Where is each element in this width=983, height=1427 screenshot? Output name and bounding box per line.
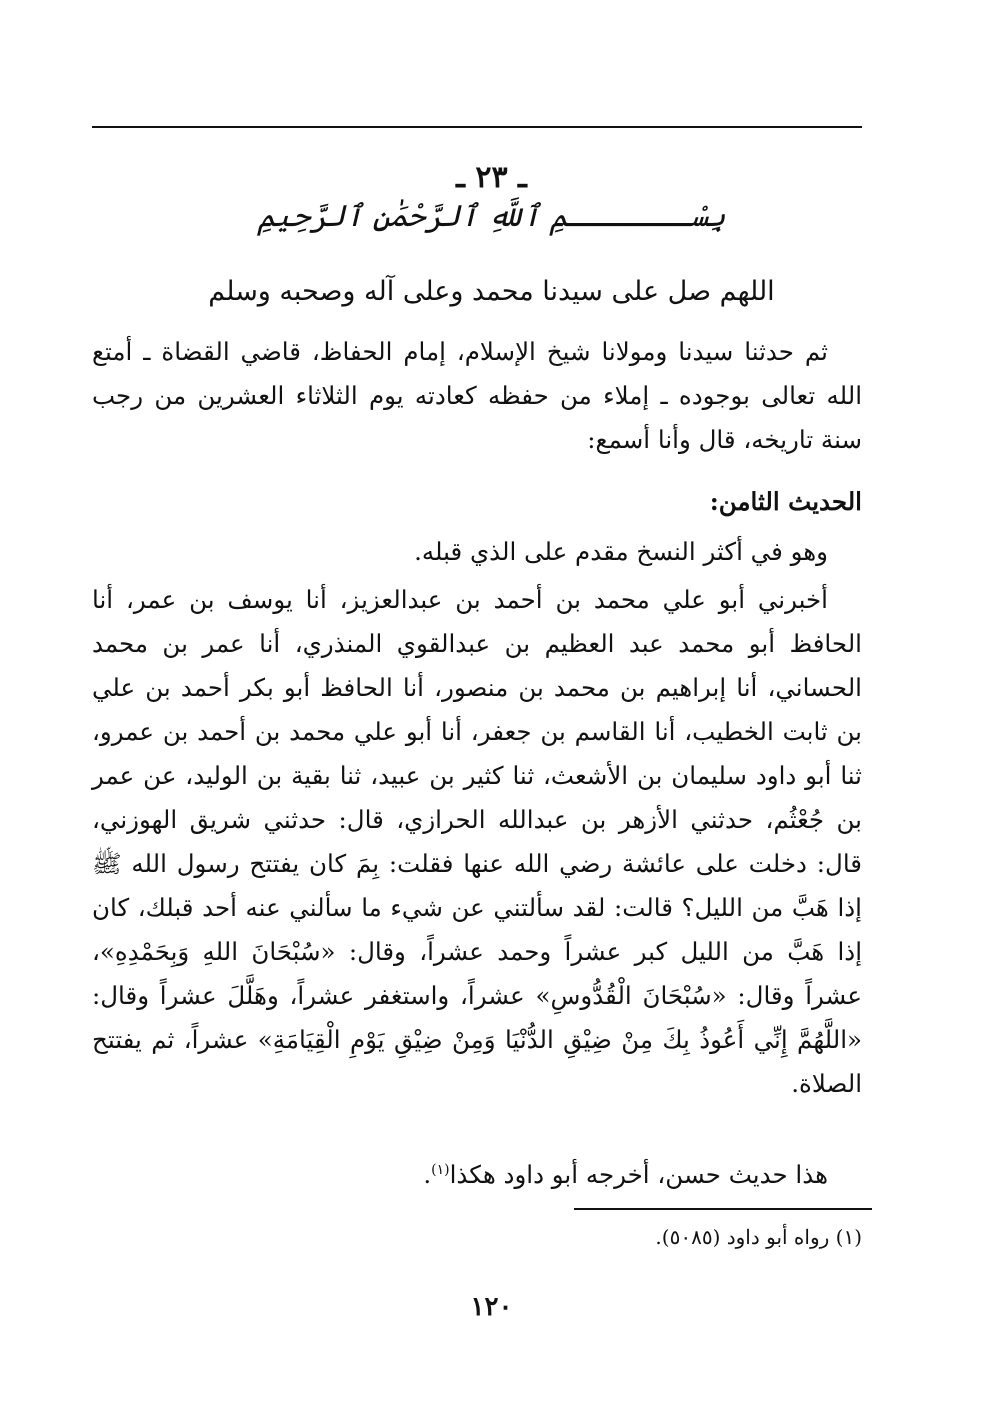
footnote: (١) رواه أبو داود (٥٠٨٥). — [655, 1225, 862, 1249]
order-note-paragraph: وهو في أكثر النسخ مقدم على الذي قبله. — [414, 537, 828, 566]
basmala: بِسْـــــــمِ ٱللَّهِ ٱلرَّحْمَٰنِ ٱلرَّحِيمِ — [257, 199, 726, 234]
grade-paragraph — [92, 1148, 862, 1197]
salawat-line: اللهم صل على سيدنا محمد وعلى آله وصحبه وسلم — [208, 276, 775, 307]
footnote-rule — [574, 1208, 872, 1210]
grade-end: . — [423, 1160, 432, 1190]
intro-paragraph: ثم حدثنا سيدنا ومولانا شيخ الإسلام، إمام الحفاظ، قاضي القضاة ـ أمتع الله تعالى بوجوده ـ إملاء من حفظه كعادته يوم الثلاثاء العشرين من رجب سنة تاريخه، قال وأنا أسمع: — [92, 337, 862, 454]
section-number: ـ ٢٣ ـ — [456, 160, 527, 195]
top-rule — [92, 126, 862, 128]
isnad-paragraph: أخبرني أبو علي محمد بن أحمد بن عبدالعزيز، أنا يوسف بن عمر، أنا الحافظ أبو محمد عبد العظيم بن عبدالقوي المنذري، أنا عمر بن محمد الحساني، أنا إبراهيم بن محمد بن منصور، أنا الحافظ أبو بكر أحمد بن علي بن ثابت الخطيب، أنا القاسم بن جعفر، أنا أبو علي محمد بن أحمد بن عمرو، ثنا أبو داود سليمان بن الأشعث، ثنا كثير بن عبيد، ثنا بقية بن الوليد، عن عمر بن جُعْثُم، حدثني الأزهر بن عبدالله الحرازي، قال: حدثني شريق الهوزني، قال: دخلت على عائشة رضي الله عنها فقلت: بِمَ كان يفتتح رسول الله ﷺ إذا هَبَّ من الليل؟ قالت: لقد سألتني عن شيء ما سألني عنه أحد قبلك، كان إذا هَبَّ من الليل كبر عشراً وحمد عشراً، وقال: «سُبْحَانَ اللهِ وَبِحَمْدِهِ»، عشراً وقال: «سُبْحَانَ الْقُدُّوسِ» عشراً، واستغفر عشراً، وهَلَّلَ عشراً وقال: «اللَّهُمَّ إِنِّي أَعُوذُ بِكَ مِنْ ضِيْقِ الدُّنْيَا وَمِنْ ضِيْقِ يَوْمِ الْقِيَامَةِ» عشراً، ثم يفتتح الصلاة. — [92, 585, 862, 1098]
page-number: ١٢٠ — [470, 1292, 513, 1322]
grade-text: هذا حديث حسن، أخرجه أبو داود هكذا — [449, 1160, 828, 1190]
hadith-heading: الحديث الثامن: — [709, 487, 862, 516]
footnote-marker: (١) — [431, 1162, 450, 1178]
